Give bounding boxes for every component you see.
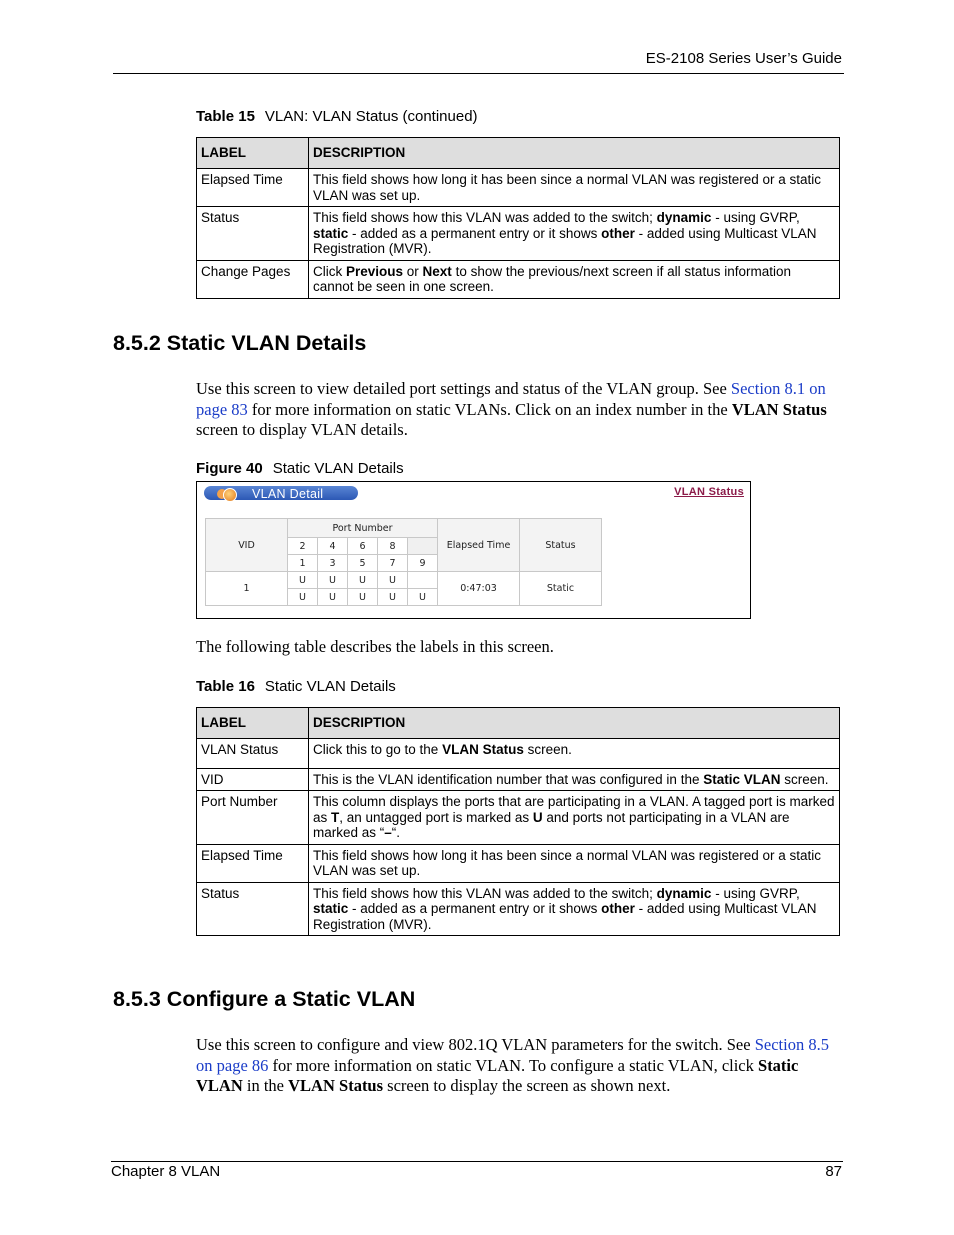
port-status-cell: U xyxy=(378,589,408,606)
port-status-cell: U xyxy=(288,572,318,589)
desc-text: - added using Multicast VLAN Registration (MVR). xyxy=(313,225,817,256)
row-description xyxy=(309,739,840,769)
section-8-5-3-paragraph xyxy=(196,1035,836,1097)
table15-caption xyxy=(196,108,478,125)
row-label: Status xyxy=(197,207,309,261)
desc-bold: dynamic xyxy=(656,885,712,901)
para-text: screen to display the screen as shown next. xyxy=(383,1076,671,1095)
port-number-cell: 9 xyxy=(408,555,438,572)
row-label: VLAN Status xyxy=(197,739,309,769)
section-heading-8-5-2: 8.5.2 Static VLAN Details xyxy=(113,331,367,355)
row-description xyxy=(309,882,840,936)
column-header-label: LABEL xyxy=(197,138,309,169)
port-status-cell: U xyxy=(348,589,378,606)
desc-text: This field shows how this VLAN was added to the switch; xyxy=(313,885,657,901)
status-value: Static xyxy=(520,572,602,606)
footer-rule xyxy=(111,1161,843,1162)
port-status-cell: U xyxy=(318,589,348,606)
desc-text: - using GVRP, xyxy=(711,210,800,225)
desc-text: and ports not participating in a VLAN are marked as “ xyxy=(313,809,790,840)
figure-vlan-detail-screen xyxy=(196,481,751,619)
desc-text: or xyxy=(403,263,423,279)
desc-text: , an untagged port is marked as xyxy=(339,809,533,825)
desc-text: - added using Multicast VLAN Registration (MVR). xyxy=(313,901,817,932)
para-text: in the xyxy=(242,1076,289,1095)
desc-bold: other xyxy=(601,901,635,916)
row-description xyxy=(309,768,840,791)
port-number-cell: 7 xyxy=(378,555,408,572)
desc-text: screen. xyxy=(523,742,572,757)
column-header-elapsed-time: Elapsed Time xyxy=(438,519,520,572)
table15-caption-label: Table 15 xyxy=(196,108,255,125)
port-status-cell: U xyxy=(408,589,438,606)
following-table-text: The following table describes the labels in this screen. xyxy=(196,637,554,656)
port-number-cell: 1 xyxy=(288,555,318,572)
footer-page-number: 87 xyxy=(825,1163,842,1180)
port-number-cell: 8 xyxy=(378,538,408,555)
para-text: Use this screen to view detailed port settings and status of the VLAN group. See xyxy=(196,379,731,398)
row-label: Elapsed Time xyxy=(197,169,309,207)
desc-bold: Next xyxy=(422,263,452,279)
port-number-cell: 2 xyxy=(288,538,318,555)
table-row xyxy=(197,791,840,845)
port-number-cell: 4 xyxy=(318,538,348,555)
column-header-port-number: Port Number xyxy=(288,519,438,538)
table-row xyxy=(197,169,840,207)
row-label: Elapsed Time xyxy=(197,844,309,882)
row-description xyxy=(309,260,840,298)
desc-text: screen. xyxy=(780,771,829,787)
port-status-cell: U xyxy=(288,589,318,606)
table-row xyxy=(197,207,840,261)
port-status-cell: U xyxy=(348,572,378,589)
desc-text: This field shows how this VLAN was added to the switch; xyxy=(313,210,657,225)
vid-value[interactable]: 1 xyxy=(206,572,288,606)
row-label: Change Pages xyxy=(197,260,309,298)
table16-caption xyxy=(196,678,396,695)
title-orb-icon xyxy=(223,488,237,502)
desc-bold: U xyxy=(532,809,543,825)
vlan-detail-title-bar xyxy=(204,486,358,500)
table-row xyxy=(197,739,840,769)
para-text: Use this screen to configure and view 802.1Q VLAN parameters for the switch. See xyxy=(196,1035,755,1054)
desc-text: - using GVRP, xyxy=(711,885,800,901)
running-header: ES-2108 Series User’s Guide xyxy=(645,50,842,67)
desc-bold: T xyxy=(331,809,340,825)
row-description xyxy=(309,791,840,845)
port-status-cell: U xyxy=(378,572,408,589)
desc-bold: dynamic xyxy=(656,210,712,225)
desc-text: This is the VLAN identification number that was configured in the xyxy=(313,771,704,787)
row-label: VID xyxy=(197,768,309,791)
desc-bold: static xyxy=(313,901,349,916)
row-label: Status xyxy=(197,882,309,936)
para-text: for more information on static VLANs. Click on an index number in the xyxy=(247,399,732,419)
vlan-detail-title: VLAN Detail xyxy=(252,487,324,501)
port-number-cell: 3 xyxy=(318,555,348,572)
port-number-cell: 5 xyxy=(348,555,378,572)
desc-bold: VLAN Status xyxy=(442,742,524,757)
table-header-row xyxy=(197,708,840,739)
port-number-cell: 6 xyxy=(348,538,378,555)
section-link[interactable]: Section 8.5 on page 86 xyxy=(196,1035,829,1075)
table16-caption-label: Table 16 xyxy=(196,678,255,695)
section-8-5-2-paragraph xyxy=(196,379,836,441)
column-header-label: LABEL xyxy=(197,708,309,739)
desc-text: This column displays the ports that are participating in a VLAN. A tagged port is marked as xyxy=(313,794,835,825)
para-bold: Static VLAN xyxy=(196,1055,799,1095)
column-header-description: DESCRIPTION xyxy=(309,138,840,169)
header-rule xyxy=(113,73,844,74)
desc-bold: Previous xyxy=(346,263,404,279)
vlan-status-link[interactable]: VLAN Status xyxy=(674,486,744,498)
desc-bold: Static VLAN xyxy=(703,771,781,787)
table15-caption-text: VLAN: VLAN Status (continued) xyxy=(264,108,478,125)
row-label: Port Number xyxy=(197,791,309,845)
elapsed-time-value: 0:47:03 xyxy=(438,572,520,606)
port-number-cell xyxy=(408,538,438,555)
para-text: for more information on static VLAN. To configure a static VLAN, click xyxy=(268,1055,759,1075)
column-header-vid: VID xyxy=(206,519,288,572)
table16-caption-text: Static VLAN Details xyxy=(264,678,396,695)
port-status-cell xyxy=(408,572,438,589)
table-row xyxy=(197,882,840,936)
desc-text: to show the previous/next screen if all status information cannot be seen in one screen. xyxy=(313,263,791,294)
footer-chapter: Chapter 8 VLAN xyxy=(111,1163,221,1180)
desc-bold: – xyxy=(384,825,392,840)
desc-text: - added as a permanent entry or it shows xyxy=(348,225,602,241)
desc-bold: static xyxy=(313,225,349,241)
port-status-cell: U xyxy=(318,572,348,589)
table-row xyxy=(197,844,840,882)
desc-text: “. xyxy=(391,825,401,840)
vlan-detail-table xyxy=(205,518,602,606)
para-text: screen to display VLAN details. xyxy=(196,420,408,439)
table-row xyxy=(197,260,840,298)
para-bold: VLAN Status xyxy=(731,399,827,419)
desc-text: - added as a permanent entry or it shows xyxy=(348,901,602,916)
section-heading-8-5-3: 8.5.3 Configure a Static VLAN xyxy=(113,987,416,1011)
section-link[interactable]: Section 8.1 on page 83 xyxy=(196,379,826,419)
para-bold: VLAN Status xyxy=(288,1076,384,1095)
column-header-description: DESCRIPTION xyxy=(309,708,840,739)
desc-bold: other xyxy=(601,225,635,241)
figure40-caption-label: Figure 40 xyxy=(196,460,263,477)
desc-text: Click xyxy=(313,263,346,279)
row-description: This field shows how long it has been since a normal VLAN was registered or a static VLAN was set up. xyxy=(309,844,840,882)
column-header-status: Status xyxy=(520,519,602,572)
table16 xyxy=(196,707,840,936)
desc-text: Click this to go to the xyxy=(313,742,443,757)
table-header-row xyxy=(197,138,840,169)
figure40-caption-text: Static VLAN Details xyxy=(272,460,404,477)
figure40-caption xyxy=(196,460,404,477)
table15 xyxy=(196,137,840,299)
row-description xyxy=(309,207,840,261)
row-description: This field shows how long it has been since a normal VLAN was registered or a static VLAN was set up. xyxy=(309,169,840,207)
table-row xyxy=(197,768,840,791)
